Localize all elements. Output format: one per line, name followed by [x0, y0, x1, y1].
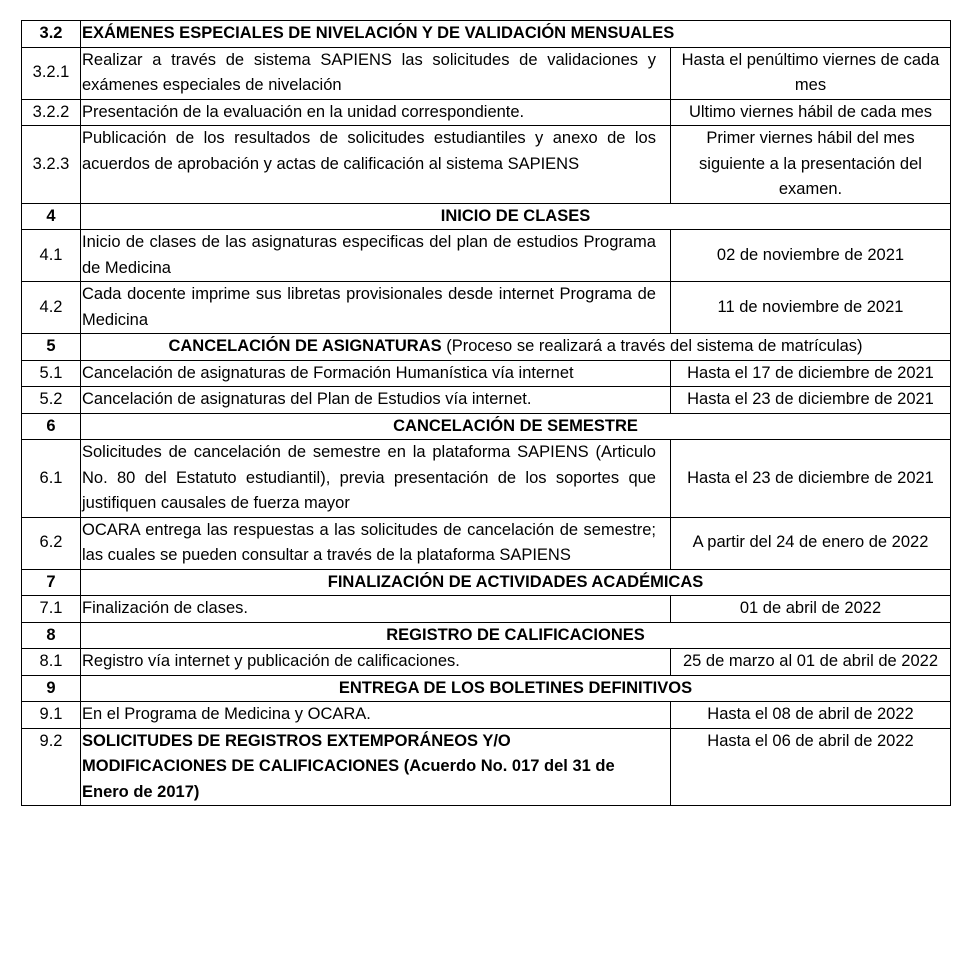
- item-number: 6.1: [22, 440, 81, 518]
- section-row: [22, 675, 951, 702]
- item-description: Registro vía internet y publicación de calificaciones.: [81, 649, 671, 676]
- item-number: 8.1: [22, 649, 81, 676]
- item-date: Primer viernes hábil del mes siguiente a la presentación del examen.: [670, 126, 950, 204]
- section-number: 9: [22, 675, 81, 702]
- item-date: A partir del 24 de enero de 2022: [670, 517, 950, 569]
- item-number: 5.2: [22, 387, 81, 414]
- item-number: 4.1: [22, 230, 81, 282]
- section-row: [22, 413, 951, 440]
- table-row: [22, 649, 951, 676]
- table-row: [22, 387, 951, 414]
- item-date: Hasta el 23 de diciembre de 2021: [670, 440, 950, 518]
- section-row: [22, 622, 951, 649]
- section-number: 7: [22, 569, 81, 596]
- item-date: Hasta el 17 de diciembre de 2021: [670, 360, 950, 387]
- section-title: INICIO DE CLASES: [81, 203, 951, 230]
- table-row: [22, 440, 951, 518]
- item-date: 01 de abril de 2022: [670, 596, 950, 623]
- item-description: Cancelación de asignaturas de Formación Humanística vía internet: [81, 360, 671, 387]
- section-title: FINALIZACIÓN DE ACTIVIDADES ACADÉMICAS: [81, 569, 951, 596]
- table-row: [22, 47, 951, 99]
- item-number: 3.2.3: [22, 126, 81, 204]
- item-number: 5.1: [22, 360, 81, 387]
- item-number: 9.1: [22, 702, 81, 729]
- table-row: [22, 126, 951, 204]
- item-description: Inicio de clases de las asignaturas especificas del plan de estudios Programa de Medicina: [81, 230, 671, 282]
- item-description: En el Programa de Medicina y OCARA.: [81, 702, 671, 729]
- table-row: [22, 728, 951, 806]
- item-date: Hasta el 23 de diciembre de 2021: [670, 387, 950, 414]
- item-description: Finalización de clases.: [81, 596, 671, 623]
- item-description: Realizar a través de sistema SAPIENS las solicitudes de validaciones y exámenes especiales de nivelación: [81, 47, 671, 99]
- item-description: OCARA entrega las respuestas a las solicitudes de cancelación de semestre; las cuales se pueden consultar a través de la plataforma SAPIENS: [81, 517, 671, 569]
- item-date: 02 de noviembre de 2021: [670, 230, 950, 282]
- table-row: [22, 230, 951, 282]
- section-row: [22, 203, 951, 230]
- table-row: [22, 702, 951, 729]
- section-note: (Proceso se realizará a través del sistema de matrículas): [441, 337, 863, 355]
- item-date: Hasta el 08 de abril de 2022: [670, 702, 950, 729]
- item-date: 11 de noviembre de 2021: [670, 282, 950, 334]
- item-date: Hasta el penúltimo viernes de cada mes: [670, 47, 950, 99]
- item-number: 4.2: [22, 282, 81, 334]
- table-row: [22, 596, 951, 623]
- item-description: Publicación de los resultados de solicitudes estudiantiles y anexo de los acuerdos de aprobación y actas de calificación al sistema SAPIENS: [81, 126, 671, 204]
- item-description: SOLICITUDES DE REGISTROS EXTEMPORÁNEOS Y/O MODIFICACIONES DE CALIFICACIONES (Acuerdo No. 017 del 31 de Enero de 2017): [81, 728, 671, 806]
- section-row: [22, 21, 951, 48]
- section-title: REGISTRO DE CALIFICACIONES: [81, 622, 951, 649]
- item-date: Ultimo viernes hábil de cada mes: [670, 99, 950, 126]
- section-number: 4: [22, 203, 81, 230]
- item-number: 6.2: [22, 517, 81, 569]
- table-row: [22, 517, 951, 569]
- table-row: [22, 282, 951, 334]
- table-row: [22, 99, 951, 126]
- item-date: Hasta el 06 de abril de 2022: [670, 728, 950, 806]
- table-row: [22, 360, 951, 387]
- item-description: Cancelación de asignaturas del Plan de Estudios vía internet.: [81, 387, 671, 414]
- section-number: 8: [22, 622, 81, 649]
- section-title: EXÁMENES ESPECIALES DE NIVELACIÓN Y DE VALIDACIÓN MENSUALES: [81, 21, 951, 48]
- section-title: ENTREGA DE LOS BOLETINES DEFINITIVOS: [81, 675, 951, 702]
- item-date: 25 de marzo al 01 de abril de 2022: [670, 649, 950, 676]
- section-title-text: CANCELACIÓN DE ASIGNATURAS: [168, 337, 442, 355]
- item-number: 3.2.1: [22, 47, 81, 99]
- academic-calendar-table: [21, 20, 951, 806]
- section-number: 3.2: [22, 21, 81, 48]
- item-description: Solicitudes de cancelación de semestre en la plataforma SAPIENS (Articulo No. 80 del Estatuto estudiantil), previa presentación de los soportes que justifiquen causales de fuerza mayor: [81, 440, 671, 518]
- item-number: 3.2.2: [22, 99, 81, 126]
- section-number: 5: [22, 334, 81, 361]
- item-number: 7.1: [22, 596, 81, 623]
- item-number: 9.2: [22, 728, 81, 806]
- item-description: Cada docente imprime sus libretas provisionales desde internet Programa de Medicina: [81, 282, 671, 334]
- section-number: 6: [22, 413, 81, 440]
- section-row: [22, 334, 951, 361]
- section-title: [81, 334, 951, 361]
- item-description: Presentación de la evaluación en la unidad correspondiente.: [81, 99, 671, 126]
- section-title: CANCELACIÓN DE SEMESTRE: [81, 413, 951, 440]
- section-row: [22, 569, 951, 596]
